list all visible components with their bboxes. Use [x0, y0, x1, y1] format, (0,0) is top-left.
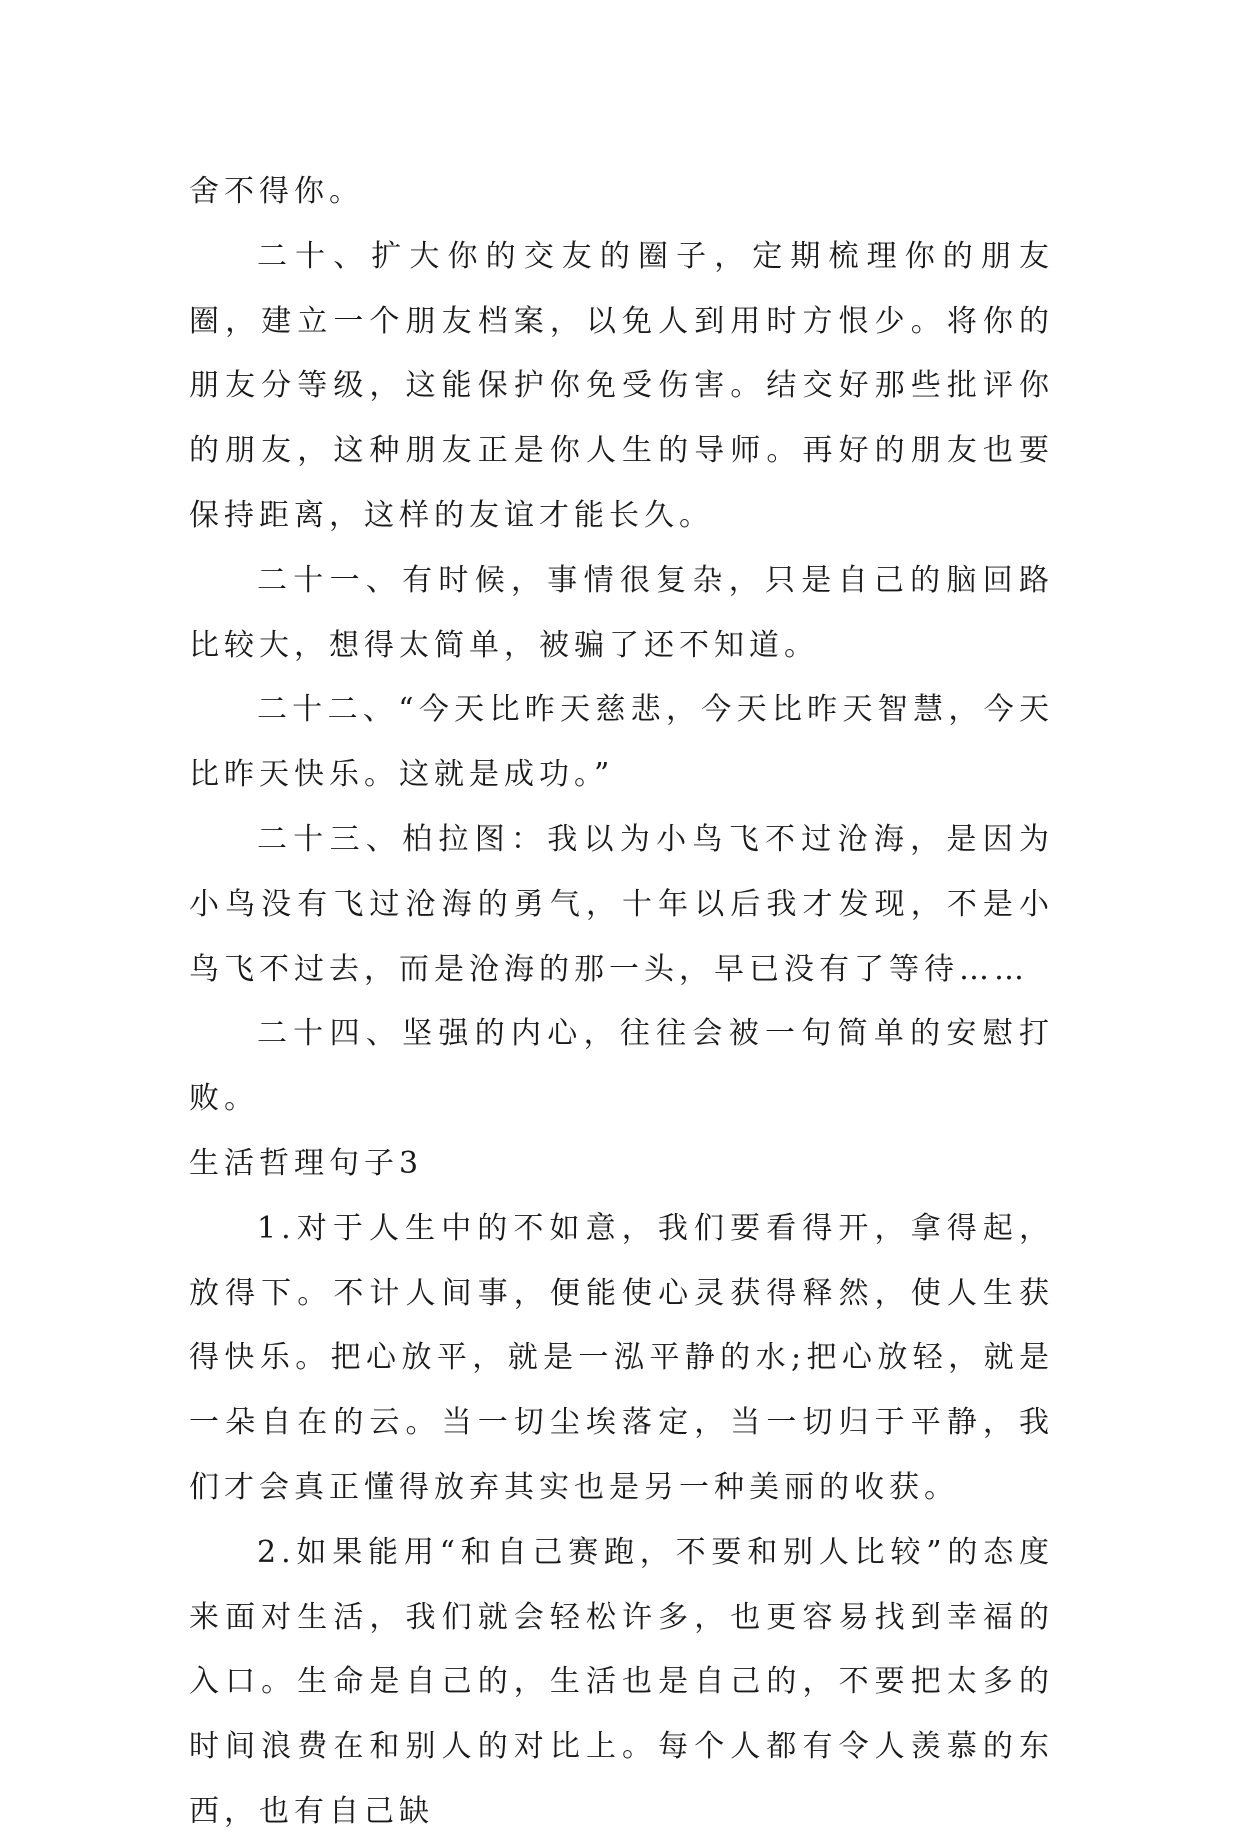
section-paragraph-1: 1.对于人生中的不如意，我们要看得开，拿得起，放得下。不计人间事，便能使心灵获得释然，使人生获得快乐。把心放平，就是一泓平静的水;把心放轻，就是一朵自在的云。当一切尘埃落定，当一切归于平静，我们才会真正懂得放弃其实也是另一种美丽的收获。 — [189, 1210, 1054, 1505]
paragraph-item-23: 二十三、柏拉图：我以为小鸟飞不过沧海，是因为小鸟没有飞过沧海的勇气，十年以后我才发现，不是小鸟飞不过去，而是沧海的那一头，早已没有了等待…… — [189, 821, 1054, 987]
section-paragraph-2: 2.如果能用“和自己赛跑，不要和别人比较”的态度来面对生活，我们就会轻松许多，也更容易找到幸福的入口。生命是自己的，生活也是自己的，不要把太多的时间浪费在和别人的对比上。每个人都有令人羡慕的东西，也有自己缺 — [189, 1534, 1054, 1829]
paragraph-item-21: 二十一、有时候，事情很复杂，只是自己的脑回路比较大，想得太简单，被骗了还不知道。 — [189, 562, 1054, 663]
paragraph-item-20: 二十、扩大你的交友的圈子，定期梳理你的朋友圈，建立一个朋友档案，以免人到用时方恨少。将你的朋友分等级，这能保护你免受伤害。结交好那些批评你的朋友，这种朋友正是你人生的导师。再好的朋友也要保持距离，这样的友谊才能长久。 — [189, 238, 1054, 533]
paragraph-continuation: 舍不得你。 — [189, 174, 364, 209]
document-body — [189, 160, 1054, 1845]
paragraph-item-22: 二十二、“今天比昨天慈悲，今天比昨天智慧，今天比昨天快乐。这就是成功。” — [189, 692, 1054, 793]
paragraph-item-24: 二十四、坚强的内心，往往会被一句简单的安慰打败。 — [189, 1016, 1054, 1117]
section-heading: 生活哲理句子3 — [189, 1145, 424, 1181]
